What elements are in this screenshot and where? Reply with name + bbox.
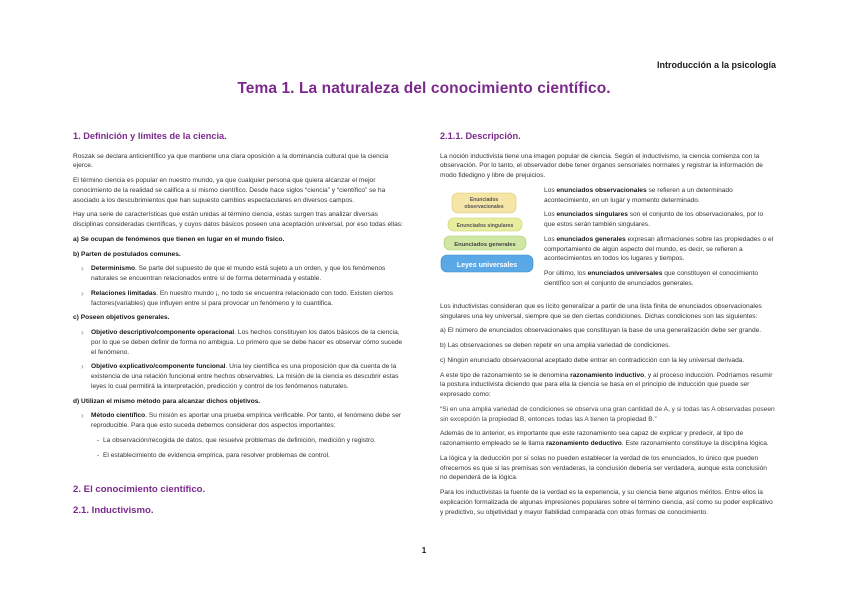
sub-list-item: - El establecimiento de evidencia empírica, para resolver problemas de control. [73,451,408,461]
tier-general-label: Enunciados generales [454,241,516,248]
list-item: › Objetivo explicativo/componente funcional. Una ley científica es una proposición que da cuenta de la existencia de una relación funcional entre hechos observables. La misión de la ciencia es descubrir estas leyes lo cual permitirá la interpretación, predicción y control de los fenómenos naturales. [73,362,408,391]
paragraph: A este tipo de razonamiento se le denomina razonamiento inductivo, y al proceso inducción. Podríamos resumir la postura inductivista diciendo que para ella la ciencia se basa en el principio de inducción que puede ser expresado como: [440,371,773,399]
characteristic-d: d) Utilizan el mismo método para alcanzar dichos objetivos. [73,397,261,405]
term: Objetivo descriptivo/componente operacional [91,329,235,337]
paragraph: Además de lo anterior, es importante que este razonamiento sea capaz de explicar y predecir, al tipo de razonamiento empleado se le llama razonamiento deductivo. Este razonamiento constituye la disciplina lógica. [440,430,769,448]
paragraph: Para los inductivistas la fuente de la verdad es la experiencia, y su ciencia tiene algunos méritos. Entre ellos la explicación formalizada de algunas impresiones populares sobre el término ciencia, así como su poder explicativo y predictivo, su objetividad y mayor fiabilidad comparada con otras formas de conocimiento. [440,489,773,516]
term: Objetivo explicativo/componente funcional [91,363,226,371]
term: Determinismo [91,265,135,273]
tier-observational-label-2: observacionales [464,203,504,210]
definition-universal: Por último, los enunciados universales que constituyen el conocimiento científico son el conjunto de enunciados generales. [544,270,759,287]
term: Relaciones limitadas [91,289,157,297]
tier-observational [452,193,516,213]
paragraph: Roszak se declara anticientífico ya que mantiene una clara oposición a la dominancia cultural que la ciencia ejerce. [73,152,389,170]
left-column [73,130,408,524]
paragraph: La lógica y la deducción por sí solas no pueden establecer la verdad de los enunciados, lo único que pueden ofrecernos es que si las premisas son verdaderas, la conclusión debería ser verdadera, aunque esta conclusión no dependerá de la lógica. [440,454,767,482]
paragraph: El término ciencia es popular en nuestro mundo, ya que cualquier persona que quiera alcanzar el mejor conocimiento de la realidad se califica a sí mismo científico. Desde hace siglos “ciencia” y “científico” se ha asociado a los descubrimientos que han supuesto cambios espectaculares en diversos campos. [73,177,386,204]
induction-principle-quote: “Si en una amplia variedad de condiciones se observa una gran cantidad de A, y si todas las A observadas poseen sin excepción la propiedad B, entonces todas las A tienen la propiedad B.” [440,405,775,423]
statements-definitions [544,186,775,294]
term: Método científico [91,412,146,420]
section-2-heading: 2. El conocimiento científico. [73,484,206,496]
definition-singular: Los enunciados singulares son el conjunto de los observacionales, por lo que estos serán también singulares. [544,211,764,229]
section-1-heading: 1. Definición y límites de la ciencia. [73,131,227,141]
spacer [73,465,408,483]
characteristic-a: a) Se ocupan de fenómenos que tienen en lugar en el mundo físico. [73,235,285,243]
tier-universal-label: Leyes universales [456,261,518,269]
page-number: 1 [421,546,427,555]
tier-observational-label-1: Enunciados [469,196,499,203]
right-column [440,130,775,522]
paragraph: Hay una serie de características que están unidas al término ciencia, estas surgen tras analizar diversas disciplinas consideradas científicas, y cuyos datos básicos poseen una aceptación universal, por eso todas ellas: [73,211,403,229]
list-item: › Objetivo descriptivo/componente operacional. Los hechos constituyen los datos básicos de la ciencia, por lo que se deben definir de forma no ambigua. Lo primero que se debe hacer es observar cómo sucede el fenómeno. [73,328,408,357]
definition-observational: Los enunciados observacionales se refieren a un determinado acontecimiento, en un lugar y momento determinado. [544,186,733,204]
statements-hierarchy-diagram [440,186,536,286]
paragraph: La noción inductivista tiene una imagen popular de ciencia. Según el inductivismo, la ciencia comienza con la observación. Por lo tanto, el observador debe tener órganos sensoriales normales y registrar la información de modo fidedigno y libre de prejuicios. [440,152,763,180]
running-header: Introducción a la psicología [656,60,776,70]
characteristic-b: b) Parten de postulados comunes. [73,250,181,258]
condition-b: b) Las observaciones se deben repetir en una amplia variedad de condiciones. [440,342,671,350]
paragraph: Los inductivistas consideran que es lícito generalizar a partir de una lista finita de enunciados observacionales singulares una ley universal, siempre que se den ciertas condiciones. Dichas condiciones son las siguientes: [440,302,762,320]
condition-c: c) Ningún enunciado observacional aceptado debe entrar en contradicción con la ley universal derivada. [440,356,745,364]
list-item: › Relaciones limitadas. En nuestro mundo ¡, no todo se encuentra relacionado con todo. Existen ciertos factores(variables) que influyen entre sí para provocar un fenómeno y lo cuantifica. [73,289,408,309]
document-title: Tema 1. La naturaleza del conocimiento científico. [237,80,611,97]
sub-list-item: - La observación/recogida de datos, que resuelve problemas de definición, medición y registro. [73,436,408,446]
section-2-1-1-heading: 2.1.1. Descripción. [440,131,521,141]
condition-a: a) El número de enunciados observacionales que constituyan la base de una generalización debe ser grande. [440,327,762,335]
section-2-1-heading: 2.1. Inductivismo. [73,504,154,516]
statements-section [440,186,775,298]
characteristic-c: c) Poseen objetivos generales. [73,314,170,322]
list-item: › Método científico. Su misión es aportar una prueba empírica verificable. Por tanto, el fenómeno debe ser reproducible. Para que esto suceda debemos considerar dos aspectos importantes: [73,411,408,431]
tier-singular-label: Enunciados singulares [456,222,514,229]
list-item: › Determinismo. Se parte del supuesto de que el mundo está sujeto a un orden, y que los fenómenos naturales se encuentran relacionados entre sí de forma determinada y estable. [73,264,408,284]
definition-general: Los enunciados generales expresan afirmaciones sobre las propiedades o el comportamiento de algún aspecto del mundo, es decir, se refieren a acontecimientos en todos los lugares y tiempos. [544,235,774,263]
